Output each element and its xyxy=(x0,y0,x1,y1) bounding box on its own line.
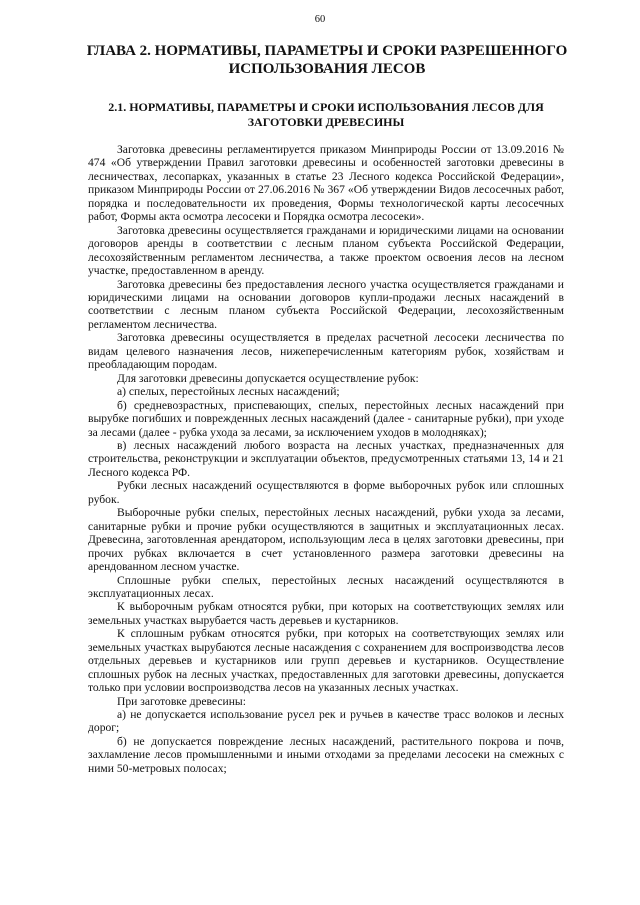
paragraph: Заготовка древесины регламентируется приказом Минприроды России от 13.09.2016 № 474 «Об утверждении Правил заготовки древесины и особенностей заготовки древесины в лесничествах, лесопарках, указанных в статье 23 Лесного кодекса Российской Федерации», приказом Минприроды России от 27.06.2016 № 367 «Об утверждении Видов лесосечных работ, порядка и последовательности их проведения, Формы технологической карты лесосечных работ, Формы акта осмотра лесосеки и Порядка осмотра лесосеки». xyxy=(88,143,564,224)
section-title: 2.1. НОРМАТИВЫ, ПАРАМЕТРЫ И СРОКИ ИСПОЛЬЗОВАНИЯ ЛЕСОВ ДЛЯ ЗАГОТОВКИ ДРЕВЕСИНЫ xyxy=(108,100,544,129)
paragraph: К сплошным рубкам относятся рубки, при которых на соответствующих землях или земельных участках вырубаются лесные насаждения с сохранением для воспроизводства лесов отдельных деревьев и кустарников или групп деревьев и кустарников. Осуществление сплошных рубок на лесных участках, предоставленных для заготовки древесины, допускается только при условии воспроизводства лесов на указанных лесных участках. xyxy=(88,627,564,695)
chapter-title: ГЛАВА 2. НОРМАТИВЫ, ПАРАМЕТРЫ И СРОКИ РАЗРЕШЕННОГО ИСПОЛЬЗОВАНИЯ ЛЕСОВ xyxy=(86,43,568,77)
paragraph: Заготовка древесины осуществляется гражданами и юридическими лицами на основании договоров аренды в соответствии с лесным планом субъекта Российской Федерации, лесохозяйственным регламентом лесничества, а также проектом освоения лесов на лесном участке, предоставленном в аренду. xyxy=(88,223,564,278)
paragraph: Сплошные рубки спелых, перестойных лесных насаждений осуществляются в эксплуатационных лесах. xyxy=(88,573,564,600)
list-item: а) спелых, перестойных лесных насаждений; xyxy=(117,385,340,399)
paragraph: К выборочным рубкам относятся рубки, при которых на соответствующих землях или земельных участках вырубается часть деревьев и кустарников. xyxy=(88,600,564,627)
list-item: б) не допускается повреждение лесных насаждений, растительного покрова и почв, захламление лесов промышленными и иными отходами за пределами лесосеки на смежных с ними 50-метровых полосах; xyxy=(88,734,564,775)
page-number: 60 xyxy=(314,14,326,25)
paragraph: Заготовка древесины осуществляется в пределах расчетной лесосеки лесничества по видам целевого назначения лесов, нижеперечисленным категориям рубок, хозяйствам и преобладающим породам. xyxy=(88,331,564,372)
paragraph: Заготовка древесины без предоставления лесного участка осуществляется гражданами и юридическими лицами на основании договоров купли-продажи лесных насаждений в соответствии с лесным планом субъекта Российской Федерации, лесохозяйственным регламентом лесничества. xyxy=(88,277,564,331)
list-item: а) не допускается использование русел рек и ручьев в качестве трасс волоков и лесных дорог; xyxy=(88,708,564,735)
list-item: б) средневозрастных, приспевающих, спелых, перестойных лесных насаждений при вырубке погибших и поврежденных лесных насаждений (далее - санитарные рубки), при уходе за лесами (далее - рубка ухода за лесами, за исключением уходов в молодняках); xyxy=(88,398,564,439)
paragraph: Для заготовки древесины допускается осуществление рубок: xyxy=(117,371,419,385)
paragraph: При заготовке древесины: xyxy=(117,694,246,708)
body-text xyxy=(88,143,564,775)
paragraph: Рубки лесных насаждений осуществляются в форме выборочных рубок или сплошных рубок. xyxy=(88,479,564,506)
list-item: в) лесных насаждений любого возраста на лесных участках, предназначенных для строительства, реконструкции и эксплуатации объектов, предусмотренных статьями 13, 14 и 21 Лесного кодекса РФ. xyxy=(88,438,564,479)
paragraph: Выборочные рубки спелых, перестойных лесных насаждений, рубки ухода за лесами, санитарные рубки и прочие рубки осуществляются в защитных и эксплуатационных лесах. Древесина, заготовленная арендатором, использующим леса в целях заготовки древесины, при прочих рубках включается в счет установленного размера заготовки древесины на арендованном лесном участке. xyxy=(88,506,564,574)
